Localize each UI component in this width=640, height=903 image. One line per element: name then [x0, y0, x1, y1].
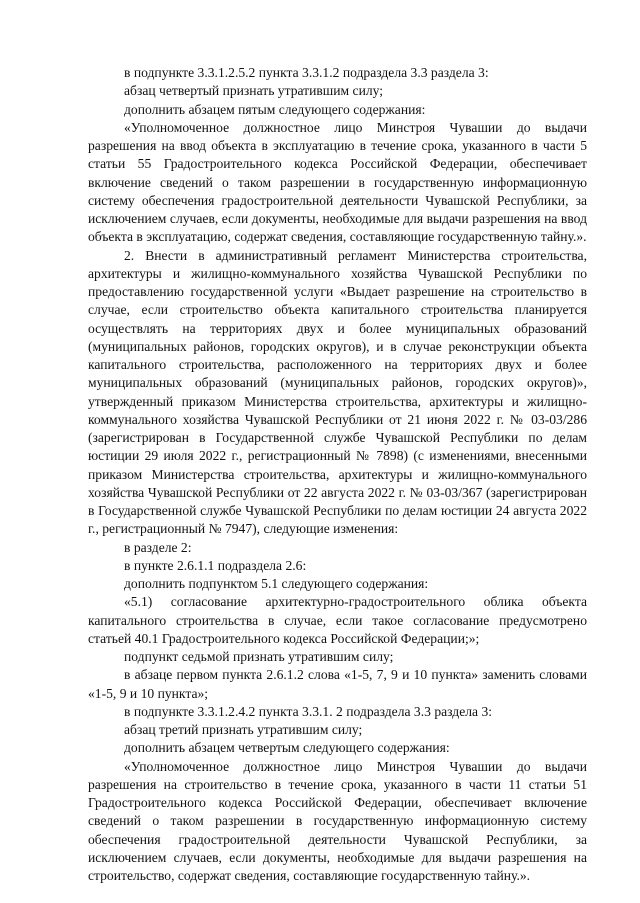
paragraph-item-2: 2. Внести в административный регламент Министерства строительства, архитектуры и жилищно-коммунального хозяйства Чувашской Республики по предоставлению государственной услуги «Выдает разрешение на строительство в случае, если строительство объекта капитального строительства планируется осуществлять на территориях двух и более муниципальных образований (муниципальных районов, городских округов), и в случае реконструкции объекта капитального строительства, расположенного на территориях двух и более муниципальных образований (муниципальных районов, городских округов)», утвержденный приказом Министерства строительства, архитектуры и жилищно-коммунального хозяйства Чувашской Республики от 21 июня 2022 г. № 03-03/286 (зарегистрирован в Государственной службе Чувашской Республики по делам юстиции 29 июля 2022 г., регистрационный № 7898) (с изменениями, внесенными приказом Министерства строительства, архитектуры и жилищно-коммунального хозяйства Чувашской Республики от 22 августа 2022 г. № 03-03/367 (зарегистрирован в Государственной службе Чувашской Республики по делам юстиции 24 августа 2022 г., регистрационный № 7947), следующие изменения:	[88, 247, 587, 537]
paragraph-subclause-3-3-1-2-5-2: в подпункте 3.3.1.2.5.2 пункта 3.3.1.2 подраздела 3.3 раздела 3:	[124, 65, 489, 80]
paragraph-repeal-fourth: абзац четвертый признать утратившим силу;	[124, 83, 384, 99]
paragraph-point-2-6-1-1: в пункте 2.6.1.1 подраздела 2.6:	[124, 557, 307, 573]
document-page	[88, 64, 587, 885]
paragraph-repeal-seventh: подпункт седьмой признать утратившим силу;	[124, 649, 394, 664]
paragraph-quote-commissioning: «Уполномоченное должностное лицо Минстроя Чувашии до выдачи разрешения на ввод объекта в эксплуатацию в течение срока, указанного в части 5 статьи 55 Градостроительного кодекса Российской Федерации, обеспечивает включение сведений о таком разрешении в государственную информационную систему обеспечения градостроительной деятельности Чувашской Республики, за исключением случаев, если документы, необходимые для выдачи разрешения на ввод объекта в эксплуатацию, содержат сведения, составляющие государственную тайну.».	[88, 119, 587, 245]
paragraph-add-subpoint-5-1: дополнить подпунктом 5.1 следующего содержания:	[124, 576, 429, 591]
paragraph-repeal-third: абзац третий признать утратившим силу;	[124, 722, 363, 737]
paragraph-section-2: в разделе 2:	[124, 539, 192, 555]
paragraph-subclause-3-3-1-2-4-2: в подпункте 3.3.1.2.4.2 пункта 3.3.1. 2 подраздела 3.3 раздела 3:	[124, 703, 493, 719]
paragraph-add-fourth: дополнить абзацем четвертым следующего содержания:	[124, 740, 450, 756]
paragraph-quote-construction: «Уполномоченное должностное лицо Минстроя Чувашии до выдачи разрешения на строительство в течение срока, указанного в части 11 статьи 51 Градостроительного кодекса Российской Федерации, обеспечивает включение сведений о таком разрешении в государственную информационную систему обеспечения градостроительной деятельности Чувашской Республики, за исключением случаев, если документы, необходимые для выдачи разрешения на строительство, содержат сведения, составляющие государственную тайну.».	[88, 758, 587, 883]
paragraph-add-fifth: дополнить абзацем пятым следующего содержания:	[124, 101, 426, 117]
paragraph-quote-5-1: «5.1) согласование архитектурно-градостроительного облика объекта капитального строительства в случае, если такое согласование предусмотрено статьей 40.1 Градостроительного кодекса Российской Федерации;»;	[88, 594, 587, 646]
paragraph-replace-words: в абзаце первом пункта 2.6.1.2 слова «1-5, 7, 9 и 10 пункта» заменить словами «1-5, 9 и 10 пункта»;	[88, 667, 587, 701]
